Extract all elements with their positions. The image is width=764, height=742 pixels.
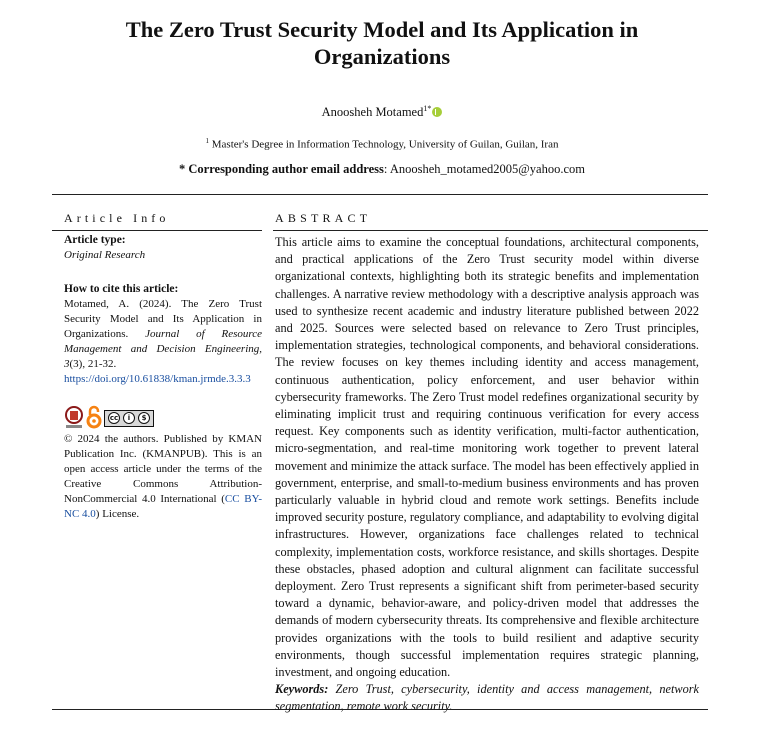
top-divider — [52, 194, 708, 195]
orcid-icon[interactable] — [432, 107, 442, 117]
article-info-heading: Article Info — [64, 211, 170, 225]
nc-icon: $ — [138, 412, 150, 424]
abstract-divider — [273, 230, 708, 231]
license-text — [64, 432, 262, 522]
paper-title: The Zero Trust Security Model and Its Application in Organizations — [125, 17, 639, 69]
abstract-heading: ABSTRACT — [275, 211, 372, 225]
article-type-label: Article type: — [64, 234, 126, 246]
open-access-icon — [86, 405, 102, 431]
bottom-divider — [52, 709, 708, 710]
cite-issue: (3), 21-32. — [69, 358, 117, 370]
license-text-1: © 2024 the authors. Published by KMAN Publication Inc. (KMANPUB). This is an open access article under the terms of the Creative Commons Attribution-NonCommercial 4.0 International ( — [64, 433, 262, 505]
doi-link[interactable]: https://doi.org/10.61838/kman.jrmde.3.3.3 — [64, 373, 251, 385]
corresponding-email — [0, 162, 764, 177]
abstract-text: This article aims to examine the conceptual foundations, architectural components, and practical applications of the Zero Trust security model within diverse organizational contexts, highlighting both its strategic benefits and implementation challenges. A narrative review methodology with a descriptive analysis approach was used to synthesize recent academic and industry literature published between 2022 and 2025. Sources were selected based on relevance to Zero Trust principles, implementation strategies, technological components, and behavioral considerations. The review focuses on key themes including identity and access management, continuous authentication, policy enforcement, and user behavior within cybersecurity frameworks. The Zero Trust model redefines organizational security by eliminating implicit trust and requiring continuous verification for every access request. Key components such as identity verification, multi-factor authentication, micro-segmentation, and real-time monitoring work together to prevent lateral movement and minimize the attack surface. The model has been effectively applied in government, enterprise, and small-to-medium business environments and has proven particularly valuable in hybrid cloud and remote work settings. Benefits include improved security posture, regulatory compliance, and adaptability to evolving digital infrastructures. However, organizations face challenges related to technical complexity, implementation costs, workforce resistance, and skills shortages. Despite these obstacles, phased adoption and cultural alignment can facilitate successful deployment. Zero Trust represents a significant shift from perimeter-based security toward a dynamic, behavior-aware, and policy-driven model that addresses the demands of modern cybersecurity threats. Its comprehensive and flexible architecture provides organizations with the tools to build resilient and adaptive security environments, though successful implementation requires strategic planning, investment, and ongoing education. — [275, 235, 699, 680]
license-text-2: ) License. — [95, 508, 140, 520]
kman-logo-icon — [64, 405, 84, 431]
keywords — [275, 681, 699, 715]
email-address[interactable]: Anoosheh_motamed2005@yahoo.com — [389, 162, 585, 176]
cite-text: Motamed, A. (2024). The Zero Trust Security Model and Its Application in Organizations. — [64, 298, 262, 340]
by-icon: i — [123, 412, 135, 424]
cite-label: How to cite this article: — [64, 283, 179, 295]
affiliation-sup: 1 — [205, 137, 210, 145]
email-label: * Corresponding author email address — [179, 162, 384, 176]
keywords-list: Zero Trust, cybersecurity, identity and access management, network segmentation, remote work security. — [275, 682, 699, 714]
cc-by-nc-badge[interactable] — [104, 410, 154, 427]
citation — [64, 297, 262, 372]
abstract-body — [275, 234, 699, 716]
author-sup: 1* — [423, 104, 432, 113]
cite-volume: 3 — [64, 358, 70, 370]
article-info-panel — [64, 233, 262, 522]
license-link[interactable]: CC BY-NC 4.0 — [64, 493, 262, 520]
cc-icon: cc — [108, 412, 120, 424]
article-type-value: Original Research — [64, 249, 146, 261]
article-info-divider — [52, 230, 262, 231]
author-line — [0, 104, 764, 120]
license-badges — [64, 404, 262, 432]
affiliation-text: Master's Degree in Information Technology, University of Guilan, Guilan, Iran — [211, 138, 559, 151]
affiliation — [0, 137, 764, 151]
keywords-label: Keywords: — [275, 682, 329, 697]
author-name: Anoosheh Motamed — [321, 105, 424, 120]
email-sep: : — [383, 162, 388, 176]
cite-journal: Journal of Resource Management and Decision Engineering, — [64, 328, 262, 355]
